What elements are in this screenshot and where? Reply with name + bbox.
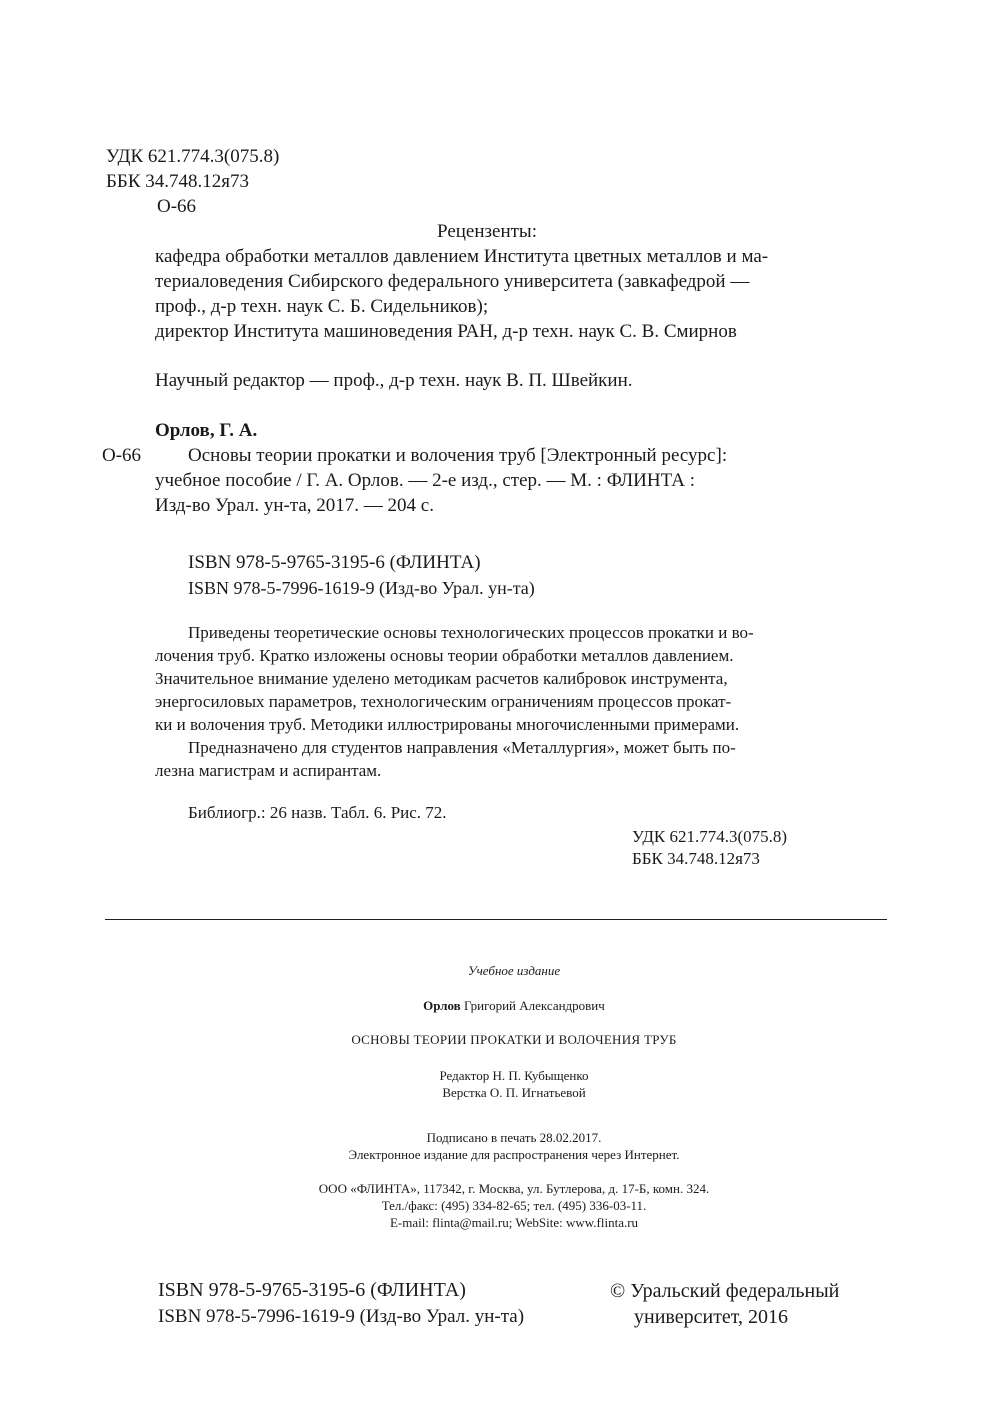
abstract-line: энергосиловых параметров, технологическим ограничениям процессов прокат-: [155, 692, 732, 711]
imprint-author-surname: Орлов: [423, 998, 461, 1013]
author-heading: Орлов, Г. А.: [155, 420, 258, 441]
imprint-title: ОСНОВЫ ТЕОРИИ ПРОКАТКИ И ВОЛОЧЕНИЯ ТРУБ: [351, 1032, 677, 1047]
footer-isbn-flinta: ISBN 978-5-9765-3195-6 (ФЛИНТА): [158, 1279, 466, 1301]
scientific-editor: Научный редактор — проф., д-р техн. наук В. П. Швейкин.: [155, 370, 633, 391]
biblio-code: О-66: [102, 445, 142, 466]
abstract-line: лочения труб. Кратко изложены основы теории обработки металлов давлением.: [155, 646, 734, 665]
abstract-line: Значительное внимание уделено методикам расчетов калибровок инструмента,: [155, 669, 728, 688]
isbn-ural: ISBN 978-5-7996-1619-9 (Изд-во Урал. ун-та): [188, 578, 535, 598]
biblio-line: Изд-во Урал. ун-та, 2017. — 204 с.: [155, 495, 434, 516]
abstract-line: Приведены теоретические основы технологических процессов прокатки и во-: [188, 623, 754, 642]
imprint-author: [0, 997, 1004, 1014]
copyright-line: университет, 2016: [634, 1306, 789, 1328]
abstract-line: лезна магистрам и аспирантам.: [155, 761, 382, 780]
abstract-line: ки и волочения труб. Методики иллюстрированы многочисленными примерами.: [155, 715, 740, 734]
imprint-electronic: Электронное издание для распространения через Интернет.: [348, 1147, 680, 1162]
author-mark: О-66: [157, 196, 197, 217]
udk-code-right: УДК 621.774.3(075.8): [632, 827, 788, 846]
copyright-line: © Уральский федеральный: [610, 1280, 840, 1302]
imprint-author-name: Григорий Александрович: [460, 998, 605, 1013]
edition-type: Учебное издание: [467, 963, 561, 978]
biblio-line: учебное пособие / Г. А. Орлов. — 2-е изд., стер. — М. : ФЛИНТА :: [155, 470, 696, 491]
publisher-phone: Тел./факс: (495) 334-82-65; тел. (495) 336-03-11.: [381, 1198, 647, 1213]
imprint-editor: Редактор Н. П. Кубыщенко: [439, 1068, 589, 1083]
imprint-signed: Подписано в печать 28.02.2017.: [426, 1130, 602, 1145]
biblio-title-line: Основы теории прокатки и волочения труб [Электронный ресурс]:: [188, 445, 728, 466]
footer-isbn-ural: ISBN 978-5-7996-1619-9 (Изд-во Урал. ун-та): [158, 1306, 525, 1327]
imprint-layout: Верстка О. П. Игнатьевой: [442, 1085, 586, 1100]
abstract-line: Предназначено для студентов направления «Металлургия», может быть по-: [188, 738, 736, 757]
biblio-note: Библиогр.: 26 назв. Табл. 6. Рис. 72.: [188, 803, 447, 822]
reviewers-title: Рецензенты:: [437, 221, 537, 242]
reviewers-line: директор Института машиноведения РАН, д-р техн. наук С. В. Смирнов: [155, 321, 737, 342]
bbk-code-right: ББК 34.748.12я73: [632, 849, 760, 868]
udk-code: УДК 621.774.3(075.8): [106, 146, 280, 167]
reviewers-line: кафедра обработки металлов давлением Института цветных металлов и ма-: [155, 246, 769, 267]
isbn-flinta: ISBN 978-5-9765-3195-6 (ФЛИНТА): [188, 552, 481, 573]
bbk-code: ББК 34.748.12я73: [106, 171, 249, 192]
divider-line: [105, 919, 887, 920]
publisher-address: ООО «ФЛИНТА», 117342, г. Москва, ул. Бутлерова, д. 17-Б, комн. 324.: [318, 1181, 710, 1196]
reviewers-line: проф., д-р техн. наук С. Б. Сидельников);: [155, 296, 489, 317]
reviewers-line: териаловедения Сибирского федерального университета (завкафедрой —: [155, 271, 750, 292]
publisher-email: E-mail: flinta@mail.ru; WebSite: www.flinta.ru: [389, 1215, 639, 1230]
